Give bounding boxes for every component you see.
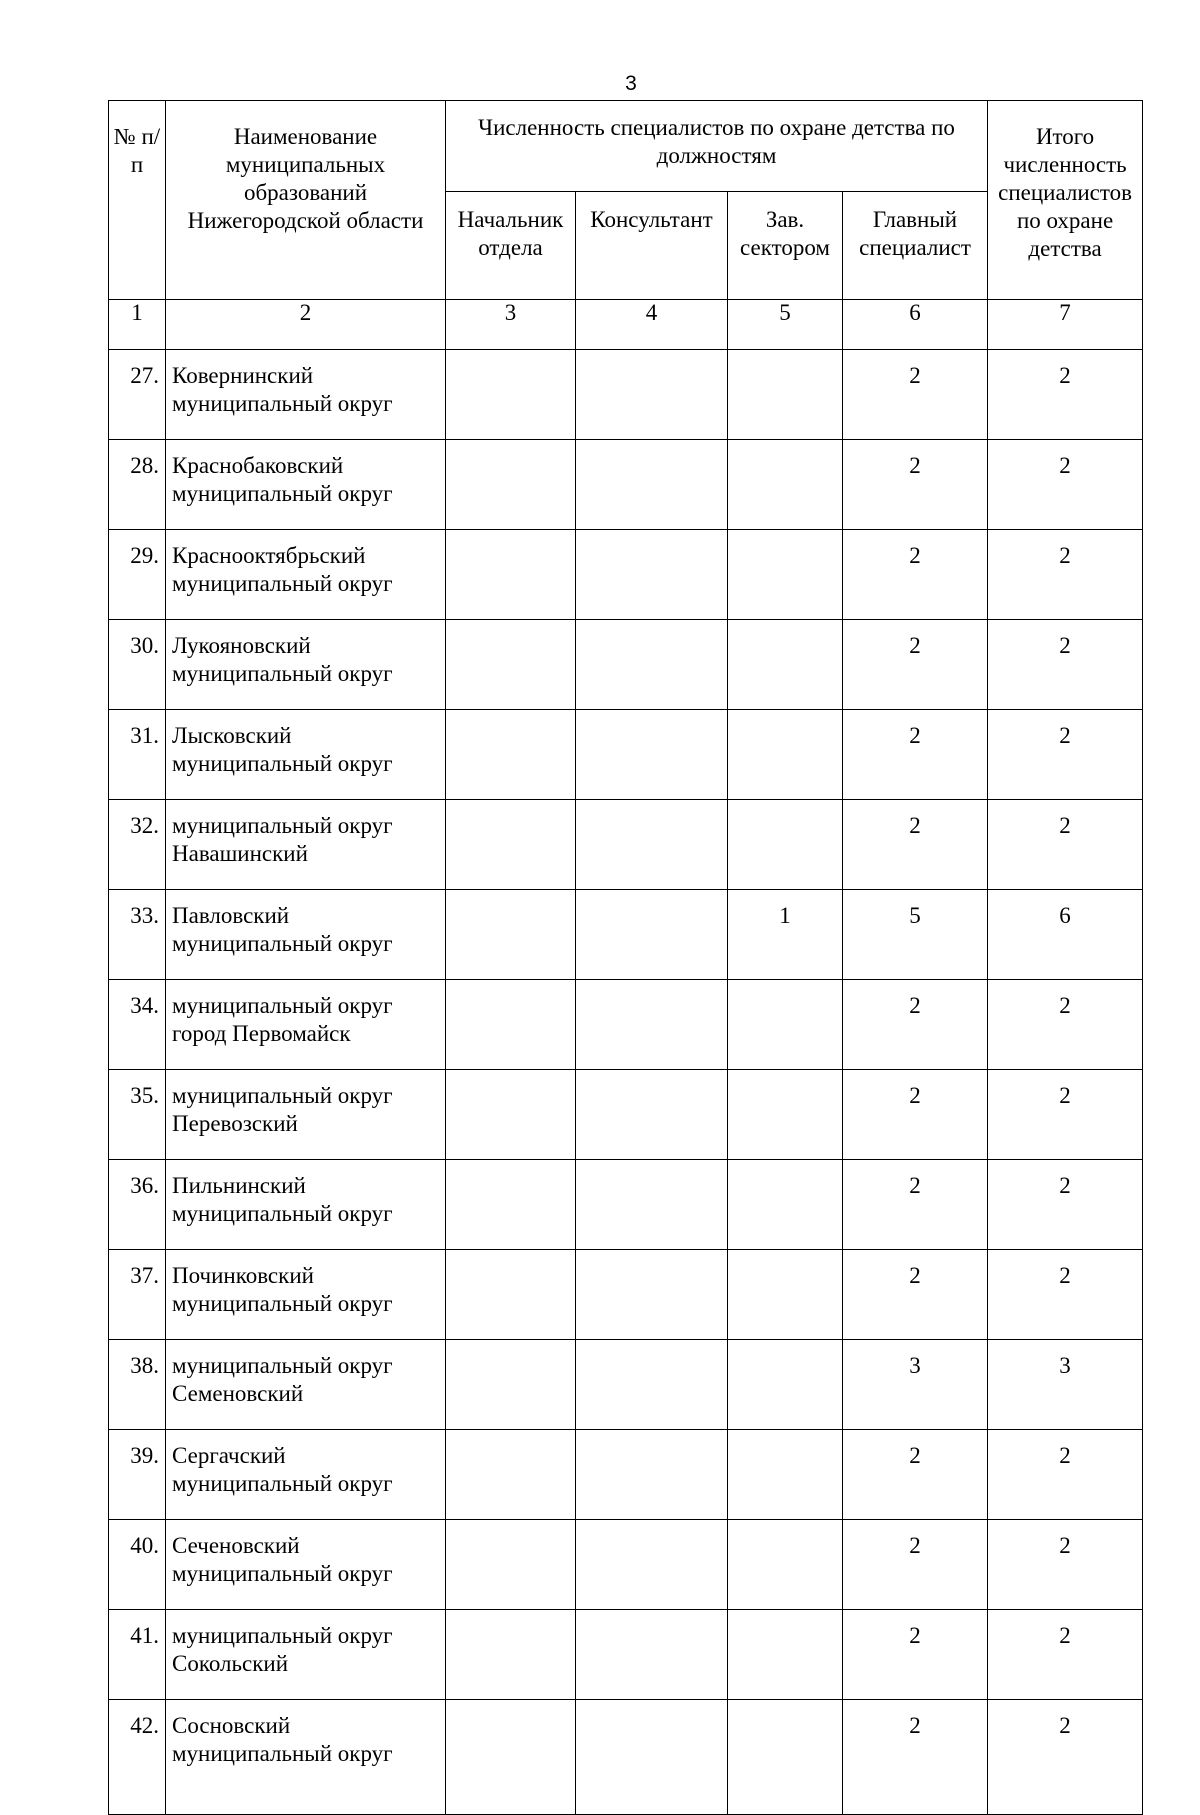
header-no: № п/п [109,101,166,300]
sector-head-count [728,1070,843,1160]
head-of-department-count [446,1610,576,1700]
column-number: 1 [109,300,166,350]
head-of-department-count [446,1160,576,1250]
consultant-count [576,1700,728,1815]
table-row [109,1160,1143,1250]
municipality-name: Лысковский муниципальный округ [166,710,446,800]
head-of-department-count [446,1250,576,1340]
row-number: 28. [109,440,166,530]
head-of-department-count [446,1340,576,1430]
sector-head-count [728,1340,843,1430]
municipality-name: муниципальный округ Перевозский [166,1070,446,1160]
total-count: 2 [988,530,1143,620]
table-row [109,1250,1143,1340]
consultant-count [576,980,728,1070]
consultant-count [576,1340,728,1430]
head-of-department-count [446,890,576,980]
total-count: 2 [988,1070,1143,1160]
header-position: Зав. сектором [728,192,843,300]
table-row [109,710,1143,800]
row-number: 27. [109,350,166,440]
chief-specialist-count: 3 [843,1340,988,1430]
sector-head-count [728,350,843,440]
consultant-count [576,1520,728,1610]
column-numbers-row [109,300,1143,350]
consultant-count [576,1160,728,1250]
chief-specialist-count: 2 [843,800,988,890]
consultant-count [576,440,728,530]
table-row [109,1520,1143,1610]
consultant-count [576,1430,728,1520]
consultant-count [576,710,728,800]
head-of-department-count [446,980,576,1070]
sector-head-count [728,440,843,530]
row-number: 31. [109,710,166,800]
total-count: 2 [988,1250,1143,1340]
head-of-department-count [446,1520,576,1610]
municipality-name: Краснооктябрьский муниципальный округ [166,530,446,620]
head-of-department-count [446,1430,576,1520]
total-count: 2 [988,620,1143,710]
total-count: 2 [988,1700,1143,1815]
row-number: 39. [109,1430,166,1520]
chief-specialist-count: 2 [843,440,988,530]
head-of-department-count [446,350,576,440]
sector-head-count [728,1700,843,1815]
municipality-name: Сергачский муниципальный округ [166,1430,446,1520]
column-number: 5 [728,300,843,350]
header-total: Итого численность специалистов по охране детства [988,101,1143,300]
consultant-count [576,350,728,440]
header-position: Консультант [576,192,728,300]
municipality-name: муниципальный округ Навашинский [166,800,446,890]
sector-head-count [728,1520,843,1610]
row-number: 37. [109,1250,166,1340]
chief-specialist-count: 2 [843,620,988,710]
sector-head-count [728,530,843,620]
page-number: 3 [625,72,637,95]
municipality-name: Пильнинский муниципальный округ [166,1160,446,1250]
total-count: 2 [988,440,1143,530]
chief-specialist-count: 2 [843,1070,988,1160]
chief-specialist-count: 2 [843,980,988,1070]
table-row [109,980,1143,1070]
sector-head-count [728,800,843,890]
sector-head-count [728,980,843,1070]
total-count: 2 [988,980,1143,1070]
row-number: 32. [109,800,166,890]
head-of-department-count [446,1070,576,1160]
row-number: 38. [109,1340,166,1430]
chief-specialist-count: 2 [843,530,988,620]
total-count: 2 [988,1520,1143,1610]
row-number: 30. [109,620,166,710]
total-count: 2 [988,1160,1143,1250]
municipality-name: Починковский муниципальный округ [166,1250,446,1340]
row-number: 34. [109,980,166,1070]
row-number: 36. [109,1160,166,1250]
specialists-table [108,100,1143,1815]
chief-specialist-count: 2 [843,710,988,800]
total-count: 2 [988,1430,1143,1520]
municipality-name: Краснобаковский муниципальный округ [166,440,446,530]
column-number: 3 [446,300,576,350]
table-row [109,1610,1143,1700]
chief-specialist-count: 5 [843,890,988,980]
table-row [109,1070,1143,1160]
table-row [109,800,1143,890]
municipality-name: муниципальный округ Сокольский [166,1610,446,1700]
consultant-count [576,890,728,980]
municipality-name: Павловский муниципальный округ [166,890,446,980]
chief-specialist-count: 2 [843,1250,988,1340]
chief-specialist-count: 2 [843,1520,988,1610]
header-name: Наименование муниципальных образований Нижегородской области [166,101,446,300]
municipality-name: Сосновский муниципальный округ [166,1700,446,1815]
table-row [109,1430,1143,1520]
total-count: 2 [988,710,1143,800]
table-row [109,530,1143,620]
chief-specialist-count: 2 [843,1610,988,1700]
column-number: 7 [988,300,1143,350]
table-row [109,890,1143,980]
row-number: 33. [109,890,166,980]
sector-head-count [728,1250,843,1340]
consultant-count [576,1070,728,1160]
column-number: 4 [576,300,728,350]
row-number: 35. [109,1070,166,1160]
municipality-name: Ковернинский муниципальный округ [166,350,446,440]
table-row [109,1340,1143,1430]
row-number: 40. [109,1520,166,1610]
total-count: 6 [988,890,1143,980]
sector-head-count [728,1610,843,1700]
header-position: Главный специалист [843,192,988,300]
column-number: 2 [166,300,446,350]
sector-head-count [728,1160,843,1250]
head-of-department-count [446,620,576,710]
consultant-count [576,800,728,890]
header-row [109,101,1143,192]
sector-head-count: 1 [728,890,843,980]
consultant-count [576,1610,728,1700]
municipality-name: муниципальный округ город Первомайск [166,980,446,1070]
row-number: 41. [109,1610,166,1700]
chief-specialist-count: 2 [843,350,988,440]
table-row [109,350,1143,440]
head-of-department-count [446,530,576,620]
total-count: 2 [988,350,1143,440]
municipality-name: Сеченовский муниципальный округ [166,1520,446,1610]
municipality-name: муниципальный округ Семеновский [166,1340,446,1430]
table-row [109,620,1143,710]
sector-head-count [728,620,843,710]
total-count: 3 [988,1340,1143,1430]
municipality-name: Лукояновский муниципальный округ [166,620,446,710]
chief-specialist-count: 2 [843,1430,988,1520]
column-number: 6 [843,300,988,350]
row-number: 29. [109,530,166,620]
sector-head-count [728,1430,843,1520]
consultant-count [576,530,728,620]
head-of-department-count [446,440,576,530]
table-row [109,440,1143,530]
table-body [109,350,1143,1815]
chief-specialist-count: 2 [843,1700,988,1815]
sector-head-count [728,710,843,800]
chief-specialist-count: 2 [843,1160,988,1250]
head-of-department-count [446,710,576,800]
head-of-department-count [446,800,576,890]
header-group-title: Численность специалистов по охране детства по должностям [446,101,988,192]
consultant-count [576,1250,728,1340]
head-of-department-count [446,1700,576,1815]
consultant-count [576,620,728,710]
header-position: Начальник отдела [446,192,576,300]
row-number: 42. [109,1700,166,1815]
total-count: 2 [988,800,1143,890]
table-row [109,1700,1143,1815]
total-count: 2 [988,1610,1143,1700]
